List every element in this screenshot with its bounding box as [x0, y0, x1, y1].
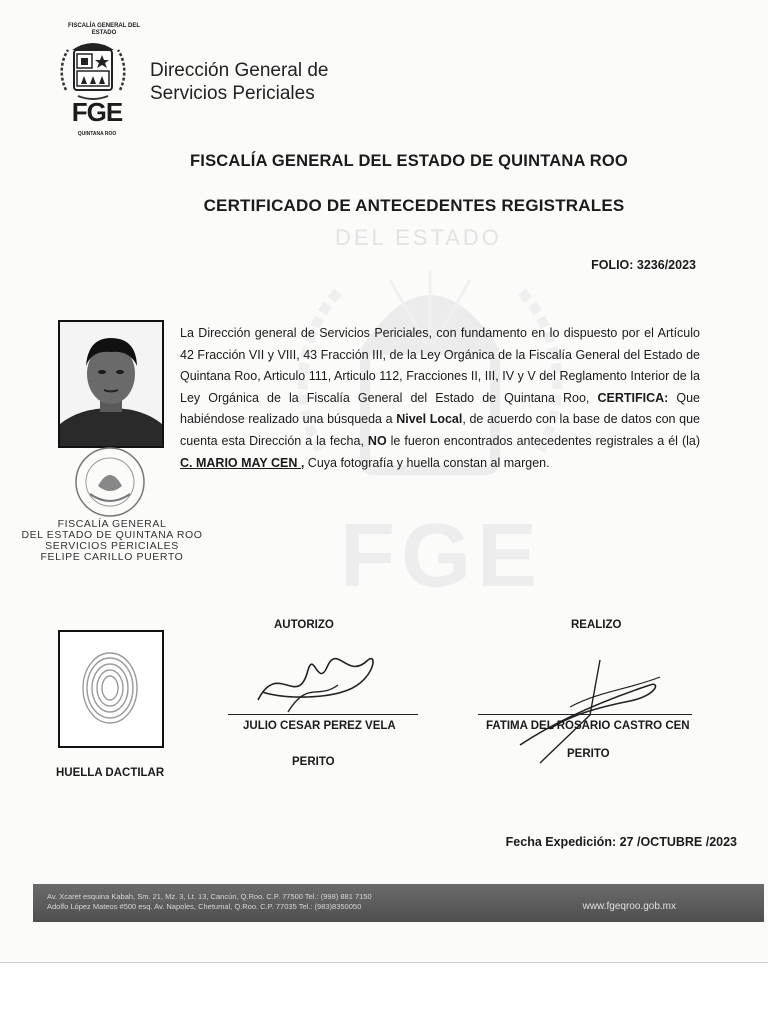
authorized-label: AUTORIZO — [274, 619, 334, 631]
certificate-body: La Dirección general de Servicios Periciales, con fundamento en lo dispuesto por el Artículo 42 Fracción VII y VIII, 43 Fracción III, de la Ley Orgánica de la Fiscalía General del Estado de Quintana Roo, Articulo 111, Articulo 112, Fracciones II, III, IV y V del Reglamento Interior de la Ley Orgánica de la Fiscalía General del Estado de Quintana Roo, CERTIFICA: Que habiéndose realizado una búsqueda a Nivel Local, de acuerdo con la base de datos con que cuenta esta Dirección a la fecha, NO le fueron encontrados antecedentes registrales a él (la) C. MARIO MAY CEN , Cuya fotografía y huella constan al margen. — [180, 326, 700, 470]
subject-name: C. MARIO MAY CEN , — [180, 455, 305, 470]
official-stamp-seal-icon — [64, 446, 156, 518]
watermark-text: DEL ESTADO — [335, 225, 502, 250]
footer-website: www.fgeqroo.gob.mx — [582, 901, 676, 912]
authorizer-signature-line — [228, 714, 418, 715]
fingerprint-label: HUELLA DACTILAR — [56, 767, 165, 779]
person-portrait-icon — [60, 322, 162, 446]
logo-top-text: FISCALÍA GENERAL DEL ESTADO — [67, 23, 140, 36]
performer-role: PERITO — [567, 748, 610, 760]
directorate-name: Dirección General de Servicios Periciales — [150, 60, 329, 104]
certificate-subtitle: CERTIFICADO DE ANTECEDENTES REGISTRALES — [203, 196, 625, 215]
folio-number: FOLIO: 3236/2023 — [591, 258, 696, 272]
page-title: FISCALÍA GENERAL DEL ESTADO DE QUINTANA ROO — [190, 152, 628, 170]
fingerprint-box — [58, 630, 164, 748]
performer-name: FATIMA DEL ROSARIO CASTRO CEN — [486, 720, 690, 732]
person-photo — [58, 320, 164, 448]
logo-bottom-text: QUINTANA ROO — [77, 131, 117, 137]
authorizer-signature-icon — [248, 640, 388, 720]
official-stamp-text: FISCALÍA GENERAL DEL ESTADO DE QUINTANA ROO SERVICIOS PERICIALES FELIPE CARILLO PUERTO — [21, 518, 203, 563]
performed-label: REALIZO — [571, 619, 622, 631]
authorizer-name: JULIO CESAR PEREZ VELA — [243, 720, 396, 732]
authorizer-role: PERITO — [292, 756, 335, 768]
fge-crest-icon — [58, 40, 128, 102]
issue-date: Fecha Expedición: 27 /OCTUBRE /2023 — [505, 835, 737, 849]
watermark-fge: FGE — [340, 506, 544, 606]
footer-bar — [33, 884, 764, 922]
fingerprint-icon — [60, 632, 162, 746]
performer-signature-line — [478, 714, 692, 715]
footer-address: Av. Xcaret esquina Kabah, Sm. 21, Mz. 3, Lt. 13, Cancún, Q.Roo. C.P. 77500 Tel.: (998) 881 7150 Adolfo López Mateos #500 esq. Av. Napoles, Chetumal, Q.Roo. C.P. 77035 Tel.: (983)8350050 — [47, 892, 372, 911]
logo-fge-mark: FGE — [71, 97, 123, 127]
